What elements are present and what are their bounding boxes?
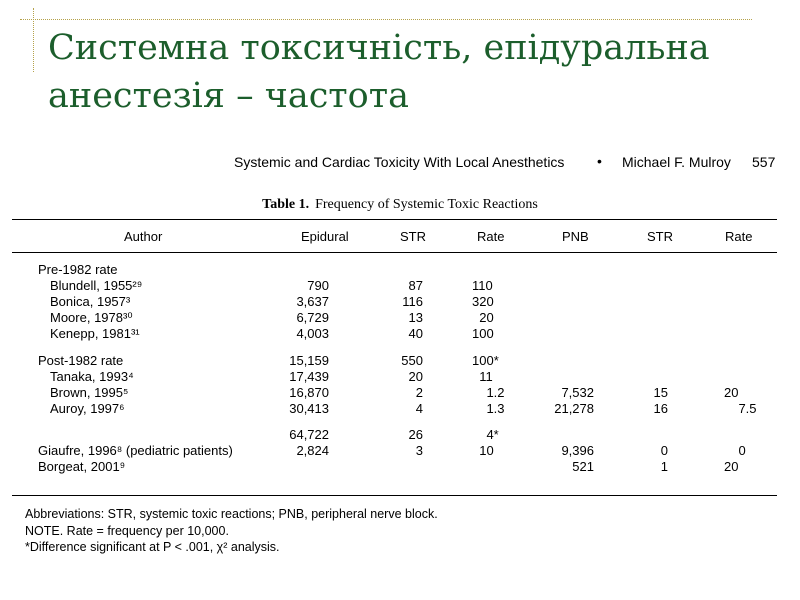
cell-rate: 1.3	[472, 401, 505, 416]
bullet-separator: •	[597, 153, 602, 169]
table-caption	[0, 197, 800, 213]
cell-rate: 320	[472, 294, 494, 309]
cell-str: 26	[408, 427, 423, 442]
column-header-rate: Rate	[477, 229, 505, 244]
cell-epidural: 64,722	[289, 427, 329, 442]
table-bottom-rule	[12, 495, 777, 496]
column-header-rate-pnb: Rate	[725, 229, 753, 244]
footnote-significance: *Difference significant at P < .001, χ² analysis.	[25, 540, 280, 554]
footnote-abbreviations: Abbreviations: STR, systemic toxic reactions; PNB, peripheral nerve block.	[25, 507, 438, 521]
table-footnotes	[25, 506, 438, 556]
table-row	[0, 294, 800, 310]
cell-str: 20	[408, 369, 423, 384]
cell-rate: 20	[472, 310, 494, 325]
cell-epidural: 6,729	[296, 310, 329, 325]
cell-str: 3	[415, 443, 423, 458]
cell-author: Tanaka, 1993⁴	[50, 369, 134, 384]
cell-epidural: 2,824	[296, 443, 329, 458]
table-row	[0, 369, 800, 385]
cell-rate: 4*	[472, 427, 499, 442]
table-row	[0, 459, 800, 475]
cell-rate-pnb: 0	[724, 443, 746, 458]
column-header-str: STR	[400, 229, 426, 244]
cell-pnb: 21,278	[554, 401, 594, 416]
column-header-author: Author	[124, 229, 163, 244]
table-row	[0, 278, 800, 294]
cell-str: 87	[408, 278, 423, 293]
cell-author: Borgeat, 2001⁹	[38, 459, 126, 474]
cell-author: Pre-1982 rate	[38, 262, 118, 277]
table-row	[0, 401, 800, 417]
table-row	[0, 427, 800, 443]
table-row	[0, 326, 800, 342]
cell-author: Auroy, 1997⁶	[50, 401, 125, 416]
cell-rate-pnb: 7.5	[724, 401, 757, 416]
cell-str: 40	[408, 326, 423, 341]
cell-str: 2	[415, 385, 423, 400]
cell-rate: 1.2	[472, 385, 505, 400]
cell-rate-pnb: 20	[724, 459, 739, 474]
cell-author: Giaufre, 1996⁸ (pediatric patients)	[38, 443, 233, 458]
decorative-rule-vertical	[33, 8, 34, 72]
cell-epidural: 15,159	[289, 353, 329, 368]
cell-rate: 100	[472, 326, 494, 341]
cell-rate: 11	[472, 369, 493, 384]
column-header-str-pnb: STR	[647, 229, 673, 244]
table-row	[0, 385, 800, 401]
column-header-epidural: Epidural	[301, 229, 349, 244]
table-row	[0, 353, 800, 369]
cell-pnb: 521	[572, 459, 594, 474]
table-body	[0, 262, 800, 475]
table-header-rule	[12, 252, 777, 253]
table-row	[0, 443, 800, 459]
cell-str-pnb: 1	[660, 459, 668, 474]
table-number: Table 1.	[262, 197, 310, 212]
cell-author: Blundell, 1955²⁹	[50, 278, 143, 293]
cell-author: Bonica, 1957³	[50, 294, 131, 309]
table-caption-text: Frequency of Systemic Toxic Reactions	[315, 197, 538, 212]
table-top-rule	[12, 219, 777, 220]
cell-epidural: 16,870	[289, 385, 329, 400]
cell-rate: 10	[472, 443, 494, 458]
column-header-pnb: PNB	[562, 229, 589, 244]
footnote-note: NOTE. Rate = frequency per 10,000.	[25, 523, 229, 538]
cell-author: Kenepp, 1981³¹	[50, 326, 140, 341]
cell-str-pnb: 16	[653, 401, 668, 416]
slide-title-line-1: Системна токсичність, епідуральна	[48, 28, 710, 68]
cell-epidural: 30,413	[289, 401, 329, 416]
cell-author: Post-1982 rate	[38, 353, 124, 368]
cell-epidural: 17,439	[289, 369, 329, 384]
cell-epidural: 4,003	[296, 326, 329, 341]
table-row	[0, 262, 800, 278]
cell-pnb: 7,532	[561, 385, 594, 400]
cell-str: 13	[408, 310, 423, 325]
decorative-rule-horizontal	[20, 19, 752, 20]
cell-str-pnb: 0	[660, 443, 668, 458]
cell-rate-pnb: 20	[724, 385, 739, 400]
running-head-author: Michael F. Mulroy	[622, 154, 731, 170]
cell-str-pnb: 15	[653, 385, 668, 400]
cell-rate: 110	[472, 278, 493, 293]
cell-rate: 100*	[472, 353, 499, 368]
running-head	[234, 154, 780, 170]
page-number: 557	[752, 154, 776, 170]
slide-title-line-2: анестезія – частота	[48, 76, 409, 116]
cell-str: 116	[402, 294, 423, 309]
cell-epidural: 3,637	[296, 294, 329, 309]
cell-author: Moore, 1978³⁰	[50, 310, 133, 325]
cell-pnb: 9,396	[561, 443, 594, 458]
cell-epidural: 790	[307, 278, 329, 293]
cell-str: 550	[401, 353, 423, 368]
cell-str: 4	[415, 401, 423, 416]
running-head-title: Systemic and Cardiac Toxicity With Local Anesthetics	[234, 154, 565, 170]
slide-title	[48, 24, 788, 120]
cell-author: Brown, 1995⁵	[50, 385, 129, 400]
table-row	[0, 310, 800, 326]
